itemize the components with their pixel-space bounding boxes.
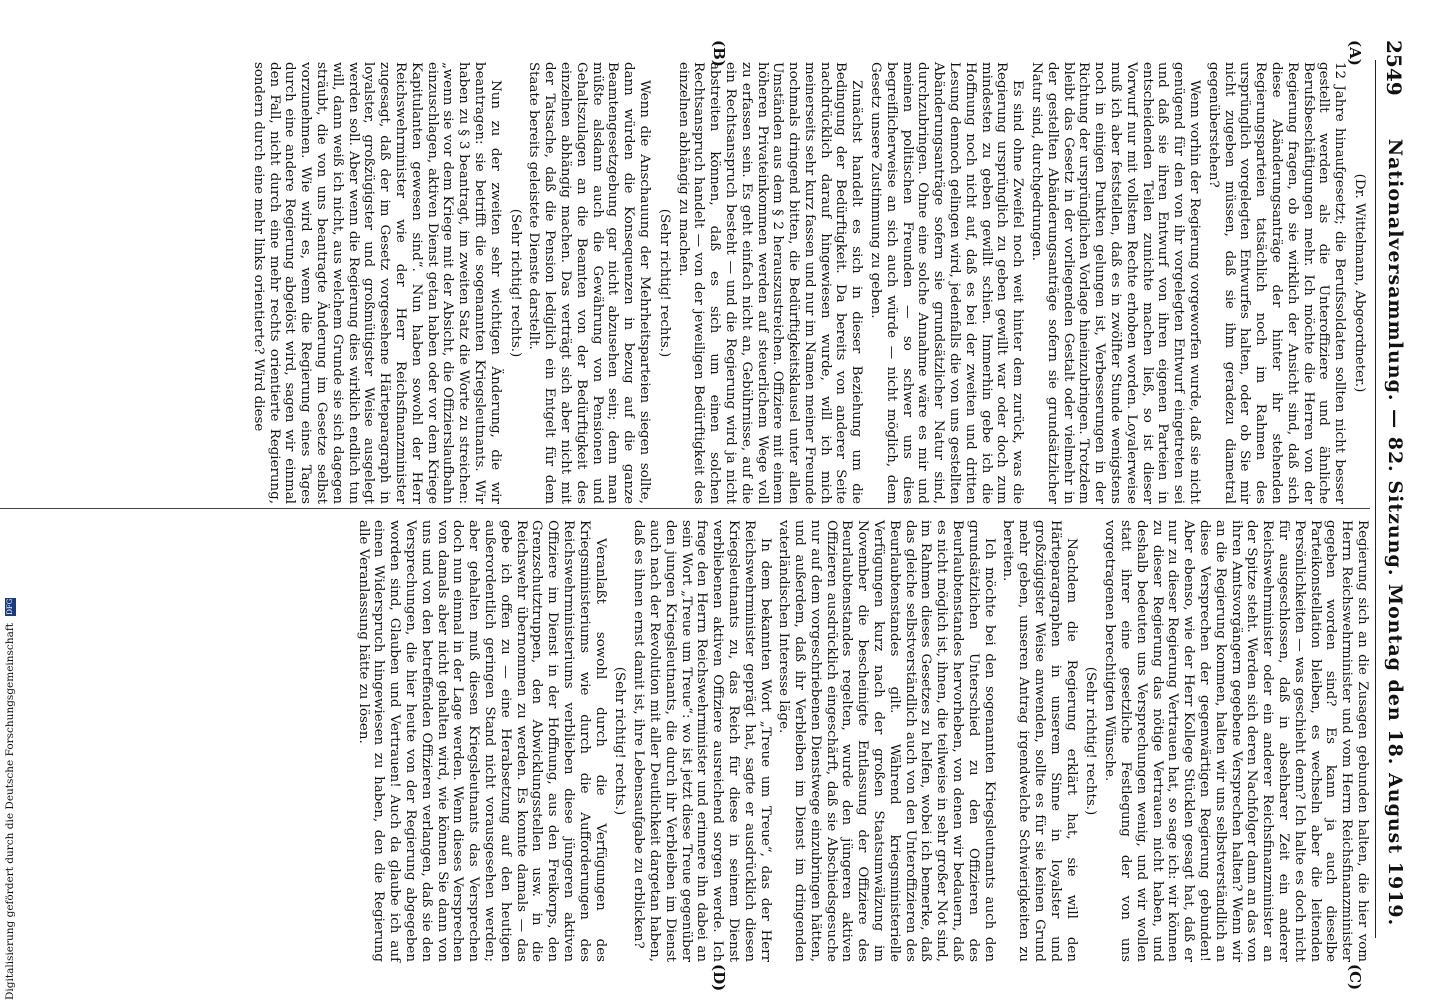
margin-marker-c: (C) (1346, 964, 1364, 991)
margin-marker-b: (B) (710, 40, 728, 67)
right-column (352, 520, 1370, 962)
interjection: (Sehr richtig! rechts.) (1083, 666, 1099, 816)
page-number: 2549 (1382, 40, 1406, 96)
column-divider (0, 508, 1370, 509)
page-header (1372, 30, 1412, 940)
left-column (247, 62, 1370, 504)
paragraph: Veranlaßt sowohl durch die Verfügungen des Kriegsministeriums wie durch die Aufforderungen des Reichswehrministeriums verblieben diese jüngeren aktiven Offiziere im Dienst in der Hoffnung, aus den Freikorps, den Grenzschutztruppen, den Abwicklungsstellen usw. in die Reichswehr übernommen zu werden. Es konnte damals — das gebe ich offen zu — eine Herabsetzung auf den heutigen außerordentlich geringen Stand nicht vorausgesehen werden; aber gehalten muß diesen Kriegsleutnants das Versprechen doch nun einmal in der Lage werden. Wenn dieses Versprechen von damals aber nicht gehalten wird, wie können Sie dann von uns und von den betreffenden Offizieren verlangen, daß sie den Versprechungen, die hier heute von der Regierung abgegeben worden sind, Glauben und Vertrauen! Auch da glaube ich auf einen Widerspruch hingewiesen zu haben, den die Regierung alle Veranlassung hätte zu lösen. (355, 520, 608, 962)
interjection: (Dr. Wittelmann, Abgeordneter.) (1352, 173, 1367, 393)
paragraph: Wenn vorhin der Regierung vorgeworfen wurde, daß sie nicht genügend für den von ihr vorgelegten Entwurf eingetreten sei und daß sie ihren Entwurf von ihren eigenen Parteien in entscheidenden Teilen zunichte machen ließ, so ist dieser Vorwurf nur mit vollstem Rechte erhoben worden. Loyalerweise muß ich aber feststellen, daß es in zwölfter Stunde wenigstens noch in einigen Punkten gelungen ist, Verbesserungen in der Richtung der ursprünglichen Vorlage hineinzubringen. Trotzdem bleibt das Gesetz in der vorliegenden Gestalt oder vielmehr in der gestellten Abänderungsanträge sofern sie grundsätzlicher Natur sind, durchgedrungen. (1029, 62, 1203, 504)
interjection: (Sehr richtig! rechts.) (507, 208, 523, 358)
paragraph: Zunächst handelt es sich in dieser Beziehung um die Bedingung der Bedürftigkeit. Da bereits von anderer Seite nachdrücklich darauf hingewiesen wurde, will ich mich meinerseits sehr kurz fassen und nur im Namen meiner Freunde nochmals dringend bitten, die Bedürftigkeitsklausel unter allen Umständen aus dem § 2 herauszustreichen. Offiziere mit einem höheren Privateinkommen werden auf steuerlichem Wege voll zu erfassen sein. Es geht einfach nicht an, Gebührnisse, auf die ein Rechtsanspruch besteht — und die Regierung wird ja nicht abstreiten können, daß es sich um einen solchen Rechtsanspruch handelt — von der jeweiligen Bedürftigkeit des einzelnen abhängig zu machen. (675, 62, 865, 504)
digitization-notice (0, 598, 20, 1000)
paragraph: Nun zu der zweiten sehr wichtigen Änderung, die wir beantragen: sie betrifft die sogenannten Kriegsleutnants. Wir haben zu § 3 beantragt, im zweiten Satz die Worte zu streichen: „wenn sie vor dem Kriege mit der Absicht, die Offizierslaufbahn einzuschlagen, aktiven Dienst getan haben oder vor dem Kriege Kapitulanten gewesen sind“. Nun haben sowohl der Herr Reichswehrminister wie der Herr Reichsfinanzminister zugesagt, daß der im Gesetz vorgesehene Härteparagraph in loyalster, großzügigster und großmütigster Weise ausgelegt werden soll. Aber wenn die Regierung dies wirklich endlich tun will, dann weiß ich nicht, aus welchem Grunde sie sich dagegen sträubt, die von uns beantragte Änderung im Gesetze selbst vorzunehmen. Wie wird es, wenn die Regierung eines Tages durch eine andere Regierung abgelöst wird, sagen wir einmal den Fall, nicht durch eine mehr rechts orientierte Regierung, sondern durch eine mehr links orientierte? Wird diese (250, 62, 503, 504)
header-rule (1375, 60, 1376, 938)
interjection: (Sehr richtig! rechts.) (656, 208, 672, 358)
paragraph: Es sind ohne Zweifel noch weit hinter dem zurück, was die Regierung ursprünglich zu geben gewillt war oder doch zum mindesten zu geben gewillt schien. Immerhin gebe ich die Hoffnung noch nicht auf, daß es bei der zweiten und dritten Lesung dennoch gelingen wird, jedenfalls die von uns gestellten Abänderungsanträge sofern sie grundsätzlicher Natur sind, durchzubringen. Ohne eine solche Annahme wäre es mir und meinen politischen Freunden — so schwer uns dies begreiflicherweise an sich auch würde — nicht möglich, dem Gesetz unsere Zustimmung zu geben. (868, 62, 1026, 504)
margin-marker-a: (A) (1346, 40, 1364, 66)
digitization-text: Digitalisierung gefördert durch die Deutsche Forschungsgemeinschaft (4, 623, 16, 1000)
margin-marker-d: (D) (710, 964, 728, 992)
paragraph: Nachdem die Regierung erklärt hat, sie will den Härteparagraphen in unserem Sinne in loyalster und großzügigster Weise anwenden, sollte es für sie keinen Grund mehr geben, unseren Antrag irgendwelche Schwierigkeiten zu bereiten. (1000, 520, 1079, 962)
paragraph: Wenn die Anschauung der Mehrheitsparteien siegen sollte, dann würden die Konsequenzen in bezug auf die ganze Beamtengesetzgebung gar nicht abzusehen sein; denn man müßte alsdann auch die Gewährung von Pensionen und Gehaltszulagen an die Beamten von der Bedürftigkeit des einzelnen abhängig machen. Das verträgt sich aber nicht mit der Tatsache, daß die Pension lediglich ein Entgelt für dem Staate bereits geleistete Dienste darstellt. (526, 62, 652, 504)
paragraph: In dem bekannten Wort „Treue um Treue“, das der Herr Reichswehrminister geprägt hat, sagte er ausdrücklich diesen Kriegsleutnants zu, das Reich für diese in seinem Dienst verbliebenen aktiven Offiziere ausreichend sorgen werde. Ich frage den Herrn Reichswehrminister und erinnere ihn dabei an sein Wort „Treue um Treue“: wo ist jetzt diese Treue gegenüber den jungen Kriegsleutnants, die durch ihr Verbleiben im Dienst auch nach der Revolution mit aller Deutlichkeit dargetan haben, daß es ihnen ernst damit ist, ihre Lebensaufgabe zu erblicken? (631, 520, 773, 962)
paragraph: Regierung sich an die Zusagen gebunden halten, die hier vom Herrn Reichswehrminister und vom Herrn Reichsfinanzminister gegeben worden sind? Es kann ja auch dieselbe Parteikonstellation bleiben, es wechseln aber die leitenden Persönlichkeiten — was geschieht denn? Ich halte es doch nicht für ausgeschlossen, daß in absehbarer Zeit ein anderer Reichswehrminister oder ein anderer Reichsfinanzminister an der Spitze steht. Werden sich deren Nachfolger dann an das von ihren Amtsvorgängern gegebene Versprechen halten? Wenn wir an die Regierung kommen, halten wir uns selbstverständlich an diese Versprechen der gegenwärtigen Regierung gebunden! Aber ebenso, wie der Herr Kollege Stücklen gesagt hat, daß er nur zu dieser Regierung Vertrauen hat, so sage ich: wir können zu dieser Regierung das nötige Vertrauen nicht haben, und deshalb bedeuten uns Versprechungen wenig, und wir wollen statt ihrer eine gesetzliche Festlegung der von uns vorgetragenen berechtigten Wünsche. (1102, 520, 1370, 962)
running-title: Nationalversammlung. — 82. Sitzung. Montag den 18. August 1919. (1384, 138, 1406, 927)
dfg-logo: DFG (5, 598, 14, 615)
paragraph: 12 Jahre hinaufgesetzt; die Berufssoldaten sollten nicht besser gestellt werden als die Unteroffiziere und ähnliche Berufsbeschäftigungen mehr. Ich möchte die Herren von der Regierung fragen, ob sie wirklich der Ansicht sind, daß sich diese Abänderungsanträge der hinter ihr stehenden Regierungsparteien tatsächlich noch im Rahmen des ursprünglich vorgelegten Entwurfes halten, oder ob Sie mir nicht zugeben müssen, daß sie ihm geradezu diametral gegenüberstehen? (1205, 62, 1348, 504)
interjection: (Sehr richtig! rechts.) (612, 666, 628, 816)
paragraph: Ich möchte bei den sogenannten Kriegsleutnants auch den grundsätzlichen Unterschied zu den Offizieren des Beurlaubtenstandes hervorheben, von denen wir bedauern, daß es nicht möglich ist, ihnen, die teilweise in sehr großer Not sind, im Rahmen dieses Gesetzes zu helfen, wobei ich bemerke, daß das gleiche selbstverständlich auch von den Unteroffizieren des Beurlaubtenstandes gilt. Während kriegsministerielle Verfügungen kurz nach der großen Staatsumwälzung im November die bescheinigte Entlassung der Offiziere des Beurlaubtenstandes regelten, wurde den jüngeren aktiven Offizieren ausdrücklich eingeschärft, daß sie Abschiedsgesuche nur auf dem vorgeschriebenen Dienstwege einzubringen hätten, und außerdem, daß ihr Verbleiben im Dienst im dringenden vaterländischen Interesse läge. (776, 520, 997, 962)
